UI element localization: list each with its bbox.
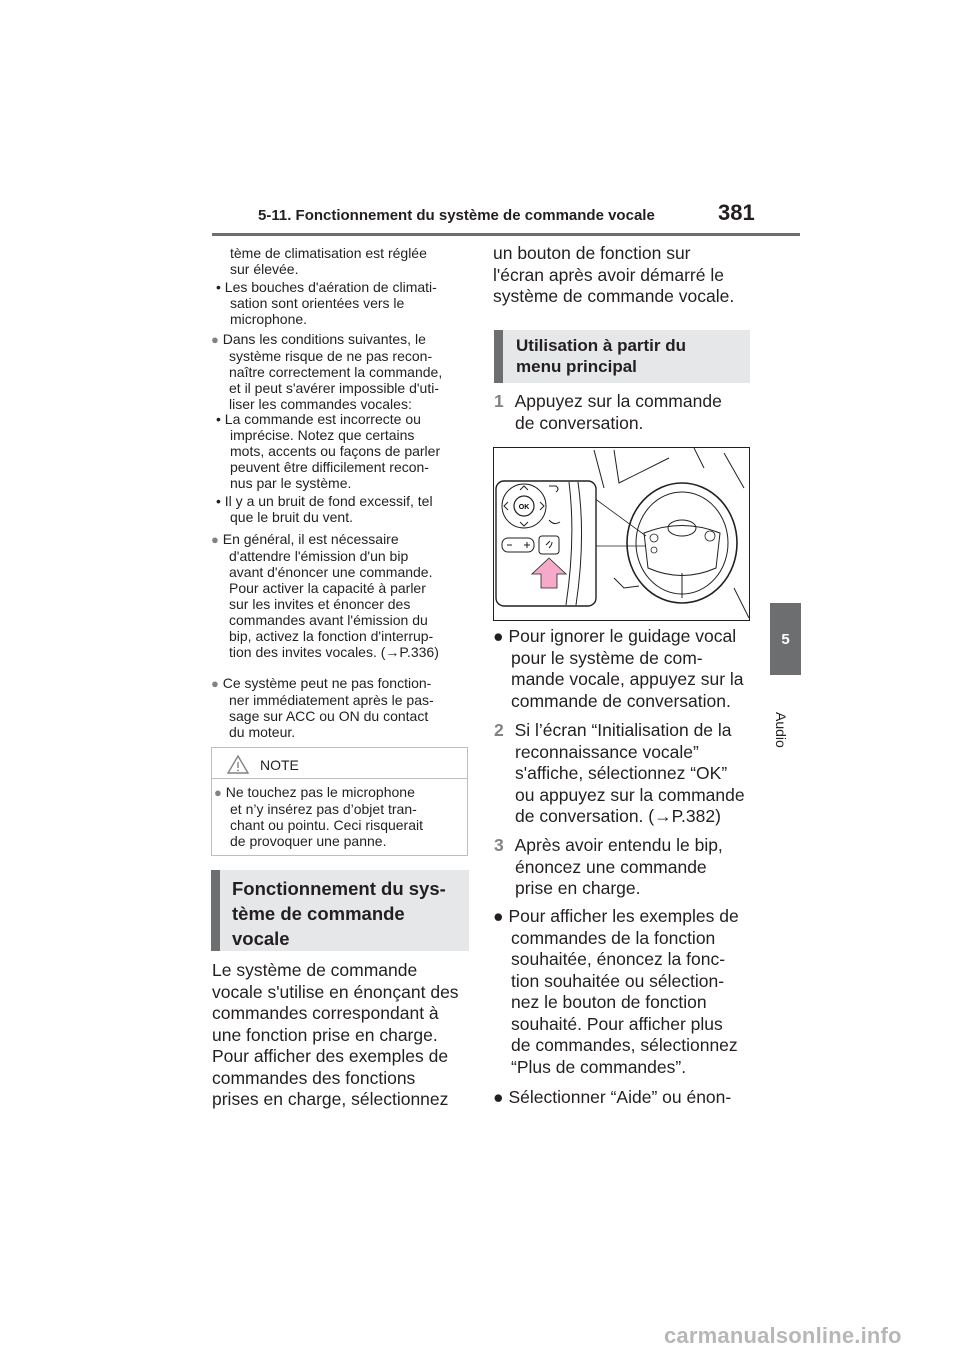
bullet-dot-icon: ● xyxy=(211,676,219,691)
section-title: 5-11. Fonctionnement du système de commande vocale xyxy=(258,207,655,224)
note-text: ● Ne touchez pas le microphone et n’y insérez pas d’objet tran- chant ou pointu. Ceci risquerait de provoquer une panne. xyxy=(214,784,423,849)
section-heading-operation: Fonctionnement du sys- tème de commande vocale xyxy=(211,870,469,951)
bullet-help: ● Sélectionner “Aide” ou énon- xyxy=(493,1087,732,1107)
warning-triangle-icon xyxy=(227,754,249,774)
sub-bullet-incorrect-command: • La commande est incorrecte ou imprécise. Notez que certains mots, accents ou façons de parler peuvent être difficilement recon- nus par le système. xyxy=(216,411,441,491)
steering-wheel-diagram xyxy=(494,448,750,621)
bullet-acc: ● Ce système peut ne pas fonction- ner immédiatement après le pas- sage sur ACC ou ON du contact du moteur. xyxy=(211,675,434,740)
section-heading-main-menu: Utilisation à partir du menu principal xyxy=(494,330,750,383)
watermark: carmanualsonline.info xyxy=(664,1323,902,1348)
steering-wheel-illustration xyxy=(493,447,750,621)
step-number: 2 xyxy=(494,720,504,740)
bullet-dot-icon: ● xyxy=(211,532,219,547)
bullet-ignore-guidance: ● Pour ignorer le guidage vocal pour le système de com- mande vocale, appuyez sur la commande de conversation. xyxy=(493,626,744,711)
body-paragraph: Le système de commande vocale s'utilise en énonçant des commandes correspondant à une fonction prise en charge. Pour afficher des exemples de commandes des fonctions prises en charge, sélectionnez xyxy=(212,960,459,1109)
bullet-dot-icon: ● xyxy=(493,626,504,646)
step-number: 3 xyxy=(494,835,504,855)
step-1: 1 Appuyez sur la commande de conversation. xyxy=(494,391,722,433)
bullet-dot-icon: ● xyxy=(214,785,222,800)
bullet-beep: ● En général, il est nécessaire d'attendre l'émission d'un bip avant d'énoncer une commande. Pour activer la capacité à parler sur les invites et énoncer des commandes avant l'émission du bip, activez la fonction d'interrup- tion des invites vocales. (→P.336) xyxy=(211,531,439,660)
bullet-dot-icon: ● xyxy=(493,1087,504,1107)
continued-paragraph: un bouton de fonction sur l'écran après avoir démarré le système de commande vocale. xyxy=(493,243,735,306)
header-rule xyxy=(212,233,800,236)
chapter-tab[interactable]: 5 xyxy=(770,603,801,675)
sub-bullet-air-vents: • Les bouches d'aération de climati- sation sont orientées vers le microphone. xyxy=(216,279,437,327)
page-number: 381 xyxy=(718,200,755,225)
bullet-examples: ● Pour afficher les exemples de commandes de la fonction souhaitée, énoncez la fonc- tion souhaitée ou sélection- nez le bouton de fonction souhaité. Pour afficher plus de commandes, sélectionnez “Plus de commandes”. xyxy=(493,906,739,1077)
step-2: 2 Si l’écran “Initialisation de la reconnaissance vocale” s'affiche, sélectionnez “OK” ou appuyez sur la commande de conversation. (→P.382) xyxy=(494,720,745,826)
sub-bullet-noise: • Il y a un bruit de fond excessif, tel que le bruit du vent. xyxy=(216,493,433,525)
note-divider xyxy=(211,778,468,779)
chapter-label: Audio xyxy=(773,712,789,748)
continued-bullet: tème de climatisation est réglée sur élevée. xyxy=(230,245,427,277)
bullet-conditions: ● Dans les conditions suivantes, le système risque de ne pas recon- naître correctement la commande, et il peut s'avérer impossible d'uti- liser les commandes vocales: xyxy=(211,331,443,412)
bullet-dot-icon: ● xyxy=(493,906,504,926)
step-number: 1 xyxy=(494,391,504,411)
bullet-dot-icon: ● xyxy=(211,332,219,347)
note-title: NOTE xyxy=(260,757,299,773)
step-3: 3 Après avoir entendu le bip, énoncez une commande prise en charge. xyxy=(494,835,723,898)
ok-button-label: OK xyxy=(518,504,530,511)
